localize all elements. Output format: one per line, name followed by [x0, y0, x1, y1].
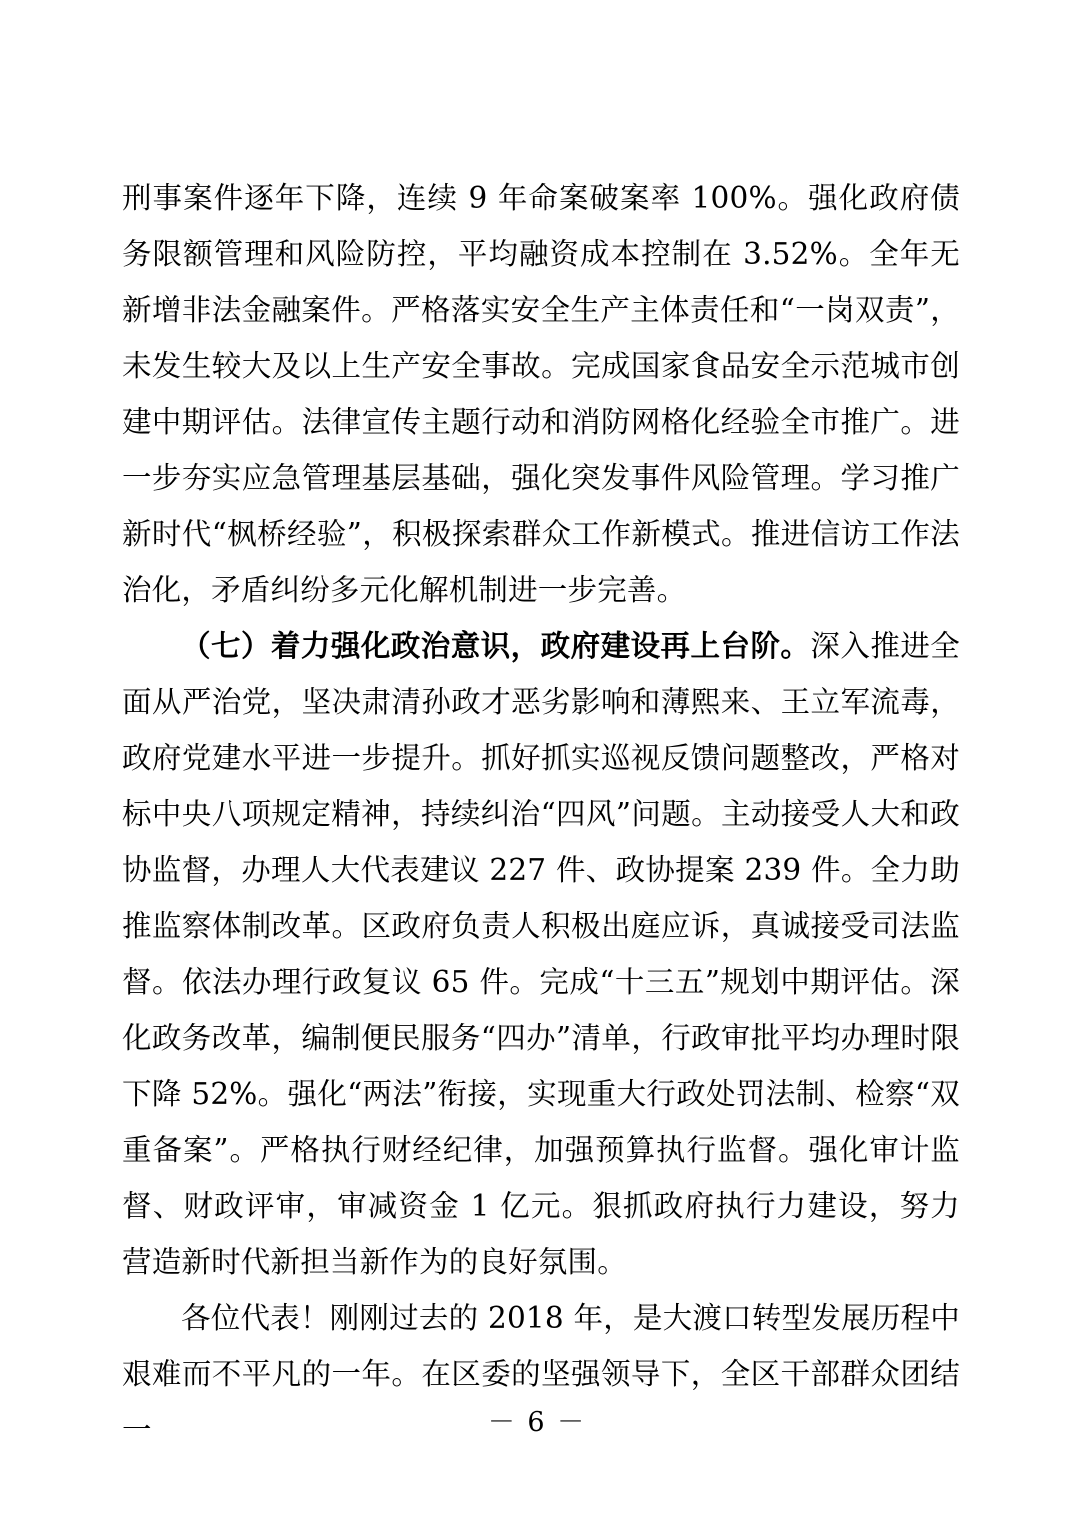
paragraph-2-heading: （七）着力强化政治意识，政府建设再上台阶。 — [181, 628, 811, 663]
page-body — [122, 170, 960, 1458]
page-number: － 6 － — [487, 1407, 587, 1438]
paragraph-1-text: 刑事案件逐年下降，连续 9 年命案破案率 100%。强化政府债务限额管理和风险防控，平均融资成本控制在 3.52%。全年无新增非法金融案件。严格落实安全生产主体责任和“一岗双责”，未发生较大及以上生产安全事故。完成国家食品安全示范城市创建中期评估。法律宣传主题行动和消防网格化经验全市推广。进一步夯实应急管理基层基础，强化突发事件风险管理。学习推广新时代“枫桥经验”，积极探索群众工作新模式。推进信访工作法治化，矛盾纠纷多元化解机制进一步完善。 — [122, 181, 960, 607]
paragraph-2 — [122, 618, 960, 1290]
paragraph-1 — [122, 170, 960, 618]
paragraph-2-text: 深入推进全面从严治党，坚决肃清孙政才恶劣影响和薄熙来、王立军流毒，政府党建水平进一步提升。抓好抓实巡视反馈问题整改，严格对标中央八项规定精神，持续纠治“四风”问题。主动接受人大和政协监督，办理人大代表建议 227 件、政协提案 239 件。全力助推监察体制改革。区政府负责人积极出庭应诉，真诚接受司法监督。依法办理行政复议 65 件。完成“十三五”规划中期评估。深化政务改革，编制便民服务“四办”清单，行政审批平均办理时限下降 52%。强化“两法”衔接，实现重大行政处罚法制、检察“双重备案”。严格执行财经纪律，加强预算执行监督。强化审计监督、财政评审，审减资金 1 亿元。狠抓政府执行力建设，努力营造新时代新担当新作为的良好氛围。 — [122, 629, 960, 1279]
paragraph-3-text: 各位代表！刚刚过去的 2018 年，是大渡口转型发展历程中艰难而不平凡的一年。在区委的坚强领导下，全区干部群众团结一 — [122, 1301, 960, 1447]
